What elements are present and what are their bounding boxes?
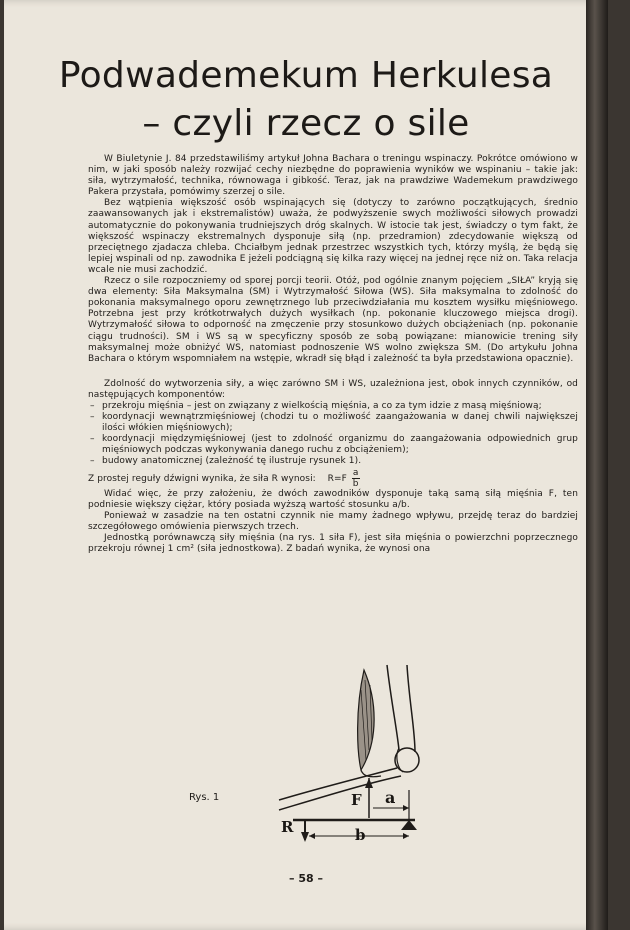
- paragraph: Ponieważ w zasadzie na ten ostatni czynnik nie mamy żadnego wpływu, przejdę teraz do bardziej szczegółowego omówienia pierwszych trzech.: [88, 510, 578, 532]
- formula-intro: Z prostej reguły dźwigni wynika, że siła R wynosi:: [88, 473, 316, 484]
- list-item: – koordynacji międzymięśniowej (jest to zdolność organizmu do zaangażowania odpowiednich grup mięśniowych podczas wykonywania danego ruchu z obciążeniem);: [88, 434, 578, 456]
- article-body: [88, 154, 578, 555]
- list-item: – przekroju mięśnia – jest on związany z wielkością mięśnia, a co za tym idzie z masą mięśniową;: [88, 401, 578, 412]
- upper-arm-bone-inner: [407, 665, 415, 752]
- paragraph: W Biuletynie J. 84 przedstawiliśmy artykuł Johna Bachara o treningu wspinaczy. Pokrótce omówiono w nim, w jaki sposób należy rozwijać cechy niezbędne do poprawienia wyników we wspinaniu – takie jak: siła, wytrzymałość, technika, równowaga i gibkość. Teraz, jak na prawdziwe Wademekum prawdziwego Pakera przystała, pomówimy szerzej o sile.: [88, 154, 578, 198]
- paragraph: Jednostką porównawczą siły mięśnia (na rys. 1 siła F), jest siła mięśnia o powierzchni poprzecznego przekroju równej 1 cm² (siła jednostkowa). Z badań wynika, że wynosi ona: [88, 532, 578, 554]
- title-line-2: – czyli rzecz o sile: [142, 103, 470, 144]
- upper-arm-bone-outer: [387, 665, 399, 750]
- forearm-upper: [279, 768, 397, 800]
- forearm-lower: [279, 776, 401, 810]
- lever-figure: [269, 660, 429, 845]
- paragraph: Rzecz o sile rozpoczniemy od sporej porcji teorii. Otóż, pod ogólnie znanym pojęciem „SIŁA” kryją się dwa elementy: Siła Maksymalna (SM) i Wytrzymałość Siłowa (WS). Siła maksymalna to zdolność do pokonania maksymalnego oporu zewnętrznego lub przeciwdziałania mu kosztem wysiłku mięśniowego. Potrzebna jest przy krótkotrwałych dużych wysiłkach (np. pokonanie kluczowego miejsca drogi). Wytrzymałość siłowa to odporność na zmęczenie przy stosunkowo dużych obciążeniach (np. pokonanie ciągu trudności). SM i WS są w specyficzny sposób ze sobą powiązane: mianowicie trening siły maksymalnej może obniżyć WS, natomiast podnoszenie WS wolno zwiększa SM. (Do artykułu Johna Bachara o którym wspomniałem na wstępie, wkradł się błąd i zależność ta była przedstawiona opacznie).: [88, 276, 578, 364]
- paragraph: Zdolność do wytworzenia siły, a więc zarówno SM i WS, uzależniona jest, obok innych czynników, od następujących komponentów:: [88, 378, 578, 400]
- list-item: – budowy anatomicznej (zależność tę ilustruje rysunek 1).: [88, 456, 578, 467]
- label-F: F: [351, 791, 362, 809]
- elbow-joint: [395, 748, 419, 772]
- fulcrum: [401, 820, 417, 830]
- list-item: – koordynacji wewnątrzmięśniowej (chodzi tu o możliwość zaangażowania w danej chwili największej ilości włókien mięśniowych);: [88, 412, 578, 434]
- paragraph: Bez wątpienia większość osób wspinających się (dotyczy to zarówno początkujących, średnio zaawansowanych jak i ekstremalistów) uważa, że podwyższenie swych możliwości siłowych prowadzi automatycznie do pokonywania trudniejszych dróg skalnych. W istocie tak jest, świadczy o tym fakt, że większość wspinaczy ekstremalnych dysponuje siłą (np. przedramion) zdecydowanie większą od przeciętnego zjadacza chleba. Chciałbym jednak przestrzec wszystkich tych, którzy myślą, że będą się lepiej wspinali od np. zawodnika E jeżeli podciągną się kilka razy więcej na jednej ręce niż on. Taka relacja wcale nie musi zachodzić.: [88, 198, 578, 275]
- formula-line: [88, 468, 578, 489]
- title-line-1: Podwademekum Herkulesa: [58, 55, 554, 96]
- component-list: [88, 401, 578, 468]
- formula-denominator: b: [352, 478, 359, 489]
- label-a: a: [385, 788, 396, 807]
- formula-fraction: [352, 468, 360, 489]
- label-R: R: [281, 818, 294, 836]
- page-number: – 58 –: [289, 872, 323, 885]
- label-b: b: [355, 826, 366, 844]
- formula-numerator: a: [352, 467, 359, 478]
- paragraph: Widać więc, że przy założeniu, że dwóch zawodników dysponuje taką samą siłą mięśnia F, ten podniesie większy ciężar, który posiada wyższą wartość stosunku a/b.: [88, 488, 578, 510]
- article-title: [4, 52, 608, 148]
- formula-lhs: R=F: [327, 473, 347, 484]
- figure-caption: Rys. 1: [189, 792, 220, 803]
- book-page: [4, 0, 608, 930]
